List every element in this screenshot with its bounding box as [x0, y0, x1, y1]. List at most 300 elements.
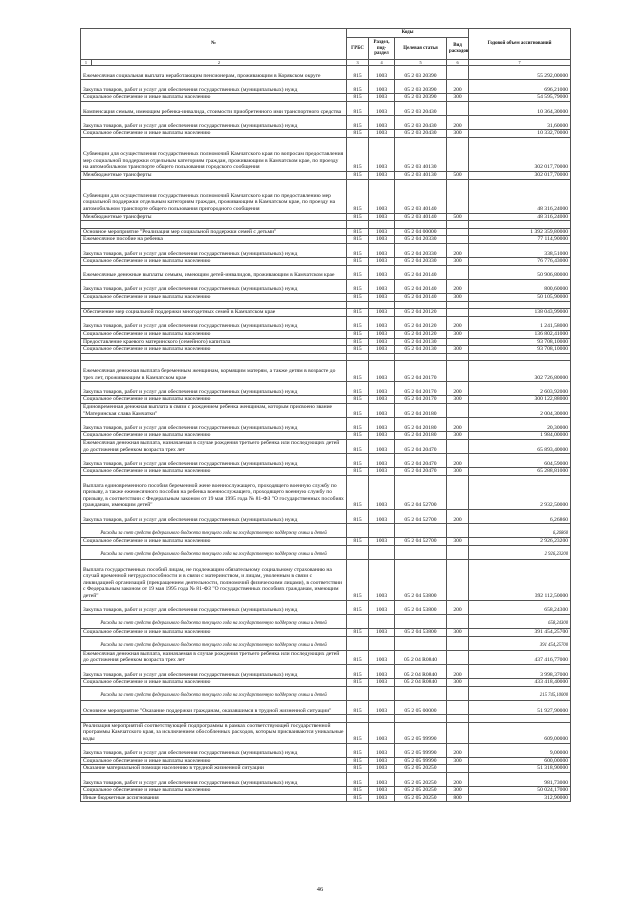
- cell-name: Закупка товаров, работ и услуг для обеспечения государственных (муниципальных) нужд: [81, 279, 347, 293]
- cell-target-article: 05 2 04 20140: [395, 279, 447, 293]
- cell-section: 1003: [369, 338, 395, 346]
- cell-annual-volume: 604,59000: [469, 454, 571, 468]
- cell-grbs: 815: [347, 130, 369, 138]
- table-row: [81, 228, 571, 236]
- cell-target-article: 05 2 05 20250: [395, 765, 447, 773]
- table-row: [81, 715, 571, 723]
- cell-name: Расходы за счет средств федерального бюджета текущего года на государственную поддержку семьи и детей: [81, 545, 347, 559]
- cell-target-article: 05 2 03 20390: [395, 66, 447, 80]
- cell-target-article: 05 2 04 R0840: [395, 650, 447, 664]
- cell-target-article: 05 2 04 20130: [395, 338, 447, 346]
- cell-grbs: [347, 636, 369, 650]
- cell-target-article: 05 2 05 20250: [395, 772, 447, 786]
- cell-annual-volume: 696,21000: [469, 80, 571, 94]
- cell-grbs: 815: [347, 396, 369, 404]
- cell-name: Расходы за счет средств федерального бюджета текущего года на государственную поддержку семьи и детей: [81, 614, 347, 628]
- cell-name: Закупка товаров, работ и услуг для обеспечения государственных (муниципальных) нужд: [81, 665, 347, 679]
- cell-grbs: 815: [347, 722, 369, 743]
- cell-name: Реализация мероприятий соответствующей подпрограммы в рамках соответствующей государственной программы Камчатского края, за исключением обособленных расходов, которым присваиваются уникальные коды: [81, 722, 347, 743]
- cell-section: 1003: [369, 700, 395, 714]
- cell-expense-type: [447, 715, 469, 723]
- table-row: [81, 765, 571, 773]
- cell-target-article: 05 2 04 52700: [395, 509, 447, 523]
- cell-annual-volume: 1 241,58000: [469, 316, 571, 330]
- cell-grbs: 815: [347, 243, 369, 257]
- cell-name: Закупка товаров, работ и услуг для обеспечения государственных (муниципальных) нужд: [81, 454, 347, 468]
- cell-name: Социальное обеспечение и иные выплаты населению: [81, 787, 347, 795]
- cell-annual-volume: 3 998,37000: [469, 665, 571, 679]
- cell-grbs: 815: [347, 538, 369, 546]
- note-row: [81, 545, 571, 559]
- cell-section: 1003: [369, 101, 395, 115]
- cell-expense-type: [447, 614, 469, 628]
- cell-grbs: 815: [347, 265, 369, 279]
- cell-section: [369, 686, 395, 700]
- cell-annual-volume: [469, 221, 571, 229]
- cell-grbs: 815: [347, 600, 369, 614]
- column-number: 4: [369, 60, 395, 66]
- cell-annual-volume: 31,60000: [469, 116, 571, 130]
- cell-annual-volume: 600,00000: [469, 757, 571, 765]
- cell-annual-volume: 54 595,79000: [469, 94, 571, 102]
- header-number: №: [81, 29, 347, 60]
- cell-section: 1003: [369, 743, 395, 757]
- cell-target-article: 05 2 04 20330: [395, 258, 447, 266]
- cell-annual-volume: 437 416,77000: [469, 650, 571, 664]
- cell-grbs: 815: [347, 679, 369, 687]
- cell-section: 1003: [369, 679, 395, 687]
- cell-name: Закупка товаров, работ и услуг для обеспечения государственных (муниципальных) нужд: [81, 116, 347, 130]
- cell-expense-type: 300: [447, 294, 469, 302]
- cell-target-article: 05 2 04 20330: [395, 243, 447, 257]
- cell-target-article: 05 2 04 20170: [395, 382, 447, 396]
- cell-section: [369, 221, 395, 229]
- cell-expense-type: [447, 439, 469, 453]
- cell-target-article: [395, 524, 447, 538]
- cell-target-article: 05 2 04 R0840: [395, 665, 447, 679]
- cell-name: Ежемесячная денежная выплата беременным женщинам, кормящим матерям, а также детям в возрасте до трех лет, проживающим в Камчатском крае: [81, 361, 347, 382]
- cell-section: 1003: [369, 316, 395, 330]
- cell-expense-type: [447, 301, 469, 309]
- cell-target-article: 05 2 04 53800: [395, 629, 447, 637]
- cell-annual-volume: 433 418,40000: [469, 679, 571, 687]
- cell-name: Оказание материальной помощи населению в трудной жизненной ситуации: [81, 765, 347, 773]
- table-row: [81, 94, 571, 102]
- table-row: [81, 722, 571, 743]
- cell-section: 1003: [369, 137, 395, 171]
- cell-target-article: 05 2 04 20180: [395, 418, 447, 432]
- cell-name: Закупка товаров, работ и услуг для обеспечения государственных (муниципальных) нужд: [81, 80, 347, 94]
- cell-grbs: 815: [347, 279, 369, 293]
- cell-name: Социальное обеспечение и иные выплаты населению: [81, 258, 347, 266]
- cell-expense-type: [447, 309, 469, 317]
- cell-target-article: 05 2 03 20430: [395, 130, 447, 138]
- cell-grbs: 815: [347, 66, 369, 80]
- cell-grbs: 815: [347, 509, 369, 523]
- cell-annual-volume: 338,51000: [469, 243, 571, 257]
- cell-section: [369, 545, 395, 559]
- cell-grbs: 815: [347, 137, 369, 171]
- cell-target-article: 05 2 03 40130: [395, 137, 447, 171]
- cell-name: Основное мероприятие "Реализация мер социальной поддержки семей с детьми": [81, 228, 347, 236]
- table-row: [81, 101, 571, 115]
- cell-grbs: 815: [347, 700, 369, 714]
- cell-grbs: 815: [347, 316, 369, 330]
- cell-name: Межбюджетные трансферты: [81, 213, 347, 221]
- table-row: [81, 787, 571, 795]
- table-row: [81, 353, 571, 361]
- cell-grbs: [347, 686, 369, 700]
- cell-target-article: 05 2 03 40140: [395, 213, 447, 221]
- cell-target-article: 05 2 03 20390: [395, 94, 447, 102]
- cell-target-article: 05 2 04 20130: [395, 346, 447, 354]
- cell-annual-volume: 93 708,10000: [469, 338, 571, 346]
- cell-expense-type: 300: [447, 346, 469, 354]
- cell-grbs: 815: [347, 665, 369, 679]
- table-row: [81, 66, 571, 80]
- cell-expense-type: 300: [447, 629, 469, 637]
- cell-section: 1003: [369, 468, 395, 476]
- table-body: [81, 66, 571, 802]
- budget-table: [80, 28, 571, 802]
- cell-section: 1003: [369, 418, 395, 432]
- cell-expense-type: 200: [447, 772, 469, 786]
- header-expense-type: Вид расходов: [447, 38, 469, 60]
- cell-grbs: [347, 614, 369, 628]
- cell-section: 1003: [369, 213, 395, 221]
- cell-target-article: 05 2 04 R0840: [395, 679, 447, 687]
- table-row: [81, 331, 571, 339]
- cell-name: Обеспечение мер социальной поддержки многодетных семей в Камчатском крае: [81, 309, 347, 317]
- header-target-article: Целевая статья: [395, 38, 447, 60]
- cell-expense-type: [447, 101, 469, 115]
- cell-expense-type: [447, 560, 469, 601]
- cell-grbs: 815: [347, 418, 369, 432]
- cell-name: Закупка товаров, работ и услуг для обеспечения государственных (муниципальных) нужд: [81, 600, 347, 614]
- cell-annual-volume: 76 776,43000: [469, 258, 571, 266]
- cell-section: 1003: [369, 265, 395, 279]
- cell-section: 1003: [369, 382, 395, 396]
- cell-expense-type: [447, 700, 469, 714]
- cell-annual-volume: 391 454,25700: [469, 636, 571, 650]
- cell-section: 1003: [369, 432, 395, 440]
- table-row: [81, 538, 571, 546]
- cell-target-article: 05 2 04 20120: [395, 316, 447, 330]
- cell-target-article: 05 2 04 20180: [395, 432, 447, 440]
- cell-expense-type: [447, 353, 469, 361]
- cell-section: 1003: [369, 629, 395, 637]
- table-row: [81, 236, 571, 244]
- cell-target-article: 05 2 05 20250: [395, 787, 447, 795]
- cell-name: Социальное обеспечение и иные выплаты населению: [81, 629, 347, 637]
- cell-expense-type: 500: [447, 213, 469, 221]
- cell-expense-type: [447, 265, 469, 279]
- cell-grbs: 815: [347, 258, 369, 266]
- cell-grbs: 815: [347, 765, 369, 773]
- cell-expense-type: 200: [447, 600, 469, 614]
- cell-name: Закупка товаров, работ и услуг для обеспечения государственных (муниципальных) нужд: [81, 509, 347, 523]
- cell-target-article: 05 2 04 20140: [395, 265, 447, 279]
- cell-annual-volume: 302 017,70000: [469, 171, 571, 179]
- cell-annual-volume: 658,24300: [469, 614, 571, 628]
- cell-target-article: [395, 686, 447, 700]
- note-row: [81, 524, 571, 538]
- cell-grbs: 815: [347, 80, 369, 94]
- cell-name: Социальное обеспечение и иные выплаты населению: [81, 679, 347, 687]
- cell-name: Закупка товаров, работ и услуг для обеспечения государственных (муниципальных) нужд: [81, 316, 347, 330]
- header-grbs: ГРБС: [347, 38, 369, 60]
- cell-grbs: 815: [347, 743, 369, 757]
- table-header: [81, 29, 571, 66]
- cell-grbs: 815: [347, 382, 369, 396]
- cell-name: [81, 221, 347, 229]
- table-row: [81, 179, 571, 213]
- cell-target-article: 05 2 04 20470: [395, 454, 447, 468]
- cell-section: 1003: [369, 396, 395, 404]
- cell-section: 1003: [369, 94, 395, 102]
- cell-target-article: 05 2 04 20470: [395, 439, 447, 453]
- cell-grbs: [347, 353, 369, 361]
- cell-name: Компенсация семьям, имеющим ребенка-инвалида, стоимости приобретенного ими транспортного средства: [81, 101, 347, 115]
- table-row: [81, 600, 571, 614]
- cell-expense-type: 200: [447, 316, 469, 330]
- cell-section: 1003: [369, 331, 395, 339]
- table-row: [81, 279, 571, 293]
- cell-section: 1003: [369, 665, 395, 679]
- table-row: [81, 475, 571, 509]
- table-row: [81, 361, 571, 382]
- cell-annual-volume: [469, 353, 571, 361]
- cell-annual-volume: 2 004,30000: [469, 403, 571, 417]
- cell-target-article: 05 2 04 53800: [395, 600, 447, 614]
- table-row: [81, 743, 571, 757]
- cell-expense-type: [447, 650, 469, 664]
- table-row: [81, 80, 571, 94]
- cell-section: 1003: [369, 722, 395, 743]
- cell-annual-volume: 312,90000: [469, 794, 571, 802]
- cell-section: 1003: [369, 787, 395, 795]
- cell-target-article: 05 2 04 52700: [395, 475, 447, 509]
- table-row: [81, 629, 571, 637]
- cell-grbs: 815: [347, 346, 369, 354]
- cell-name: Социальное обеспечение и иные выплаты населению: [81, 432, 347, 440]
- cell-name: Ежемесячная социальная выплата неработающим пенсионерам, проживающим в Корякском округе: [81, 66, 347, 80]
- cell-expense-type: 300: [447, 757, 469, 765]
- cell-expense-type: 300: [447, 538, 469, 546]
- cell-grbs: [347, 301, 369, 309]
- cell-section: [369, 301, 395, 309]
- cell-annual-volume: 2 603,92000: [469, 382, 571, 396]
- cell-expense-type: [447, 765, 469, 773]
- cell-grbs: [347, 715, 369, 723]
- cell-expense-type: 300: [447, 130, 469, 138]
- table-row: [81, 560, 571, 601]
- cell-section: 1003: [369, 309, 395, 317]
- cell-section: 1003: [369, 538, 395, 546]
- cell-expense-type: [447, 179, 469, 213]
- cell-section: 1003: [369, 361, 395, 382]
- table-row: [81, 316, 571, 330]
- cell-target-article: 05 2 04 20120: [395, 309, 447, 317]
- cell-annual-volume: 50 105,90000: [469, 294, 571, 302]
- cell-target-article: 05 2 03 20430: [395, 116, 447, 130]
- cell-section: [369, 614, 395, 628]
- cell-target-article: 05 2 05 00000: [395, 700, 447, 714]
- column-number: 2: [92, 60, 347, 66]
- cell-section: [369, 353, 395, 361]
- table-row: [81, 757, 571, 765]
- cell-expense-type: 300: [447, 787, 469, 795]
- cell-annual-volume: 138 043,99000: [469, 309, 571, 317]
- cell-expense-type: 200: [447, 665, 469, 679]
- cell-section: 1003: [369, 130, 395, 138]
- cell-target-article: [395, 301, 447, 309]
- cell-name: Субвенции для осуществления государственных полномочий Камчатского края по вопросам предоставления мер социальной поддержки отдельным категориям граждан, проживающим в Камчатском крае, по проезду на автомобильном транспорте общего пользования городского сообщения: [81, 137, 347, 171]
- cell-name: Закупка товаров, работ и услуг для обеспечения государственных (муниципальных) нужд: [81, 382, 347, 396]
- cell-name: Предоставление краевого материнского (семейного) капитала: [81, 338, 347, 346]
- cell-target-article: 05 2 03 20390: [395, 80, 447, 94]
- cell-expense-type: 300: [447, 331, 469, 339]
- cell-grbs: 815: [347, 331, 369, 339]
- cell-target-article: 05 2 03 40140: [395, 179, 447, 213]
- cell-annual-volume: 2 926,23200: [469, 538, 571, 546]
- cell-section: [369, 636, 395, 650]
- cell-section: 1003: [369, 228, 395, 236]
- cell-name: Основное мероприятие "Оказание поддержки гражданам, оказавшимся в трудной жизненной ситуации": [81, 700, 347, 714]
- cell-name: Социальное обеспечение и иные выплаты населению: [81, 757, 347, 765]
- cell-grbs: 815: [347, 116, 369, 130]
- cell-target-article: 05 2 04 20470: [395, 468, 447, 476]
- cell-annual-volume: [469, 715, 571, 723]
- cell-name: Ежемесячное пособие на ребенка: [81, 236, 347, 244]
- cell-section: 1003: [369, 650, 395, 664]
- table-row: [81, 243, 571, 257]
- cell-expense-type: 500: [447, 171, 469, 179]
- cell-annual-volume: 215 745,10000: [469, 686, 571, 700]
- cell-annual-volume: 800,60000: [469, 279, 571, 293]
- cell-annual-volume: 981,73000: [469, 772, 571, 786]
- cell-grbs: 815: [347, 361, 369, 382]
- cell-annual-volume: 6,26860: [469, 509, 571, 523]
- column-number: 3: [347, 60, 369, 66]
- cell-section: 1003: [369, 794, 395, 802]
- cell-annual-volume: 20,30000: [469, 418, 571, 432]
- cell-annual-volume: 609,00000: [469, 722, 571, 743]
- cell-expense-type: [447, 236, 469, 244]
- table-row: [81, 650, 571, 664]
- cell-name: Социальное обеспечение и иные выплаты населению: [81, 94, 347, 102]
- table-row: [81, 301, 571, 309]
- note-row: [81, 614, 571, 628]
- cell-annual-volume: 1 984,00000: [469, 432, 571, 440]
- cell-expense-type: 300: [447, 94, 469, 102]
- cell-annual-volume: 136 802,41000: [469, 331, 571, 339]
- cell-grbs: 815: [347, 294, 369, 302]
- cell-expense-type: 800: [447, 794, 469, 802]
- cell-annual-volume: 50 024,17000: [469, 787, 571, 795]
- cell-expense-type: 200: [447, 382, 469, 396]
- cell-expense-type: [447, 475, 469, 509]
- cell-grbs: 815: [347, 650, 369, 664]
- table-row: [81, 265, 571, 279]
- cell-section: 1003: [369, 600, 395, 614]
- column-number: 6: [447, 60, 469, 66]
- cell-expense-type: 300: [447, 468, 469, 476]
- cell-target-article: [395, 353, 447, 361]
- cell-annual-volume: 391 454,25700: [469, 629, 571, 637]
- cell-annual-volume: 10 332,70000: [469, 130, 571, 138]
- table-row: [81, 258, 571, 266]
- cell-section: 1003: [369, 179, 395, 213]
- cell-expense-type: 300: [447, 432, 469, 440]
- cell-name: Закупка товаров, работ и услуг для обеспечения государственных (муниципальных) нужд: [81, 243, 347, 257]
- cell-target-article: 05 2 04 53800: [395, 560, 447, 601]
- cell-target-article: 05 2 04 20180: [395, 403, 447, 417]
- cell-expense-type: [447, 66, 469, 80]
- cell-section: [369, 524, 395, 538]
- cell-annual-volume: 6,26860: [469, 524, 571, 538]
- cell-annual-volume: 2 926,23200: [469, 545, 571, 559]
- table-row: [81, 439, 571, 453]
- cell-name: Закупка товаров, работ и услуг для обеспечения государственных (муниципальных) нужд: [81, 418, 347, 432]
- cell-grbs: [347, 545, 369, 559]
- cell-name: Ежемесячные денежные выплаты семьям, имеющим детей-инвалидов, проживающим в Камчатском крае: [81, 265, 347, 279]
- column-number: 7: [469, 60, 571, 66]
- cell-name: Социальное обеспечение и иные выплаты населению: [81, 468, 347, 476]
- cell-target-article: 05 2 04 20170: [395, 396, 447, 404]
- cell-annual-volume: 392 112,50000: [469, 560, 571, 601]
- cell-name: Социальное обеспечение и иные выплаты населению: [81, 331, 347, 339]
- cell-name: Социальное обеспечение и иные выплаты населению: [81, 130, 347, 138]
- cell-grbs: 815: [347, 629, 369, 637]
- cell-annual-volume: 65 893,40000: [469, 439, 571, 453]
- cell-annual-volume: 302 017,70000: [469, 137, 571, 171]
- cell-target-article: 05 2 04 20120: [395, 331, 447, 339]
- cell-target-article: 05 2 04 20170: [395, 361, 447, 382]
- table-row: [81, 403, 571, 417]
- cell-grbs: 815: [347, 171, 369, 179]
- cell-expense-type: [447, 338, 469, 346]
- cell-grbs: 815: [347, 403, 369, 417]
- cell-grbs: 815: [347, 794, 369, 802]
- cell-section: 1003: [369, 765, 395, 773]
- cell-grbs: 815: [347, 772, 369, 786]
- cell-annual-volume: 77 114,90000: [469, 236, 571, 244]
- cell-target-article: 05 2 05 99990: [395, 722, 447, 743]
- cell-section: 1003: [369, 171, 395, 179]
- cell-target-article: 05 2 05 99990: [395, 757, 447, 765]
- table-row: [81, 454, 571, 468]
- cell-expense-type: 200: [447, 454, 469, 468]
- cell-name: Межбюджетные трансферты: [81, 171, 347, 179]
- cell-grbs: 815: [347, 179, 369, 213]
- table-row: [81, 137, 571, 171]
- cell-expense-type: 200: [447, 418, 469, 432]
- cell-expense-type: 200: [447, 509, 469, 523]
- cell-annual-volume: 658,24300: [469, 600, 571, 614]
- cell-name: Закупка товаров, работ и услуг для обеспечения государственных (муниципальных) нужд: [81, 743, 347, 757]
- cell-target-article: 05 2 04 52700: [395, 538, 447, 546]
- column-number: 5: [395, 60, 447, 66]
- cell-annual-volume: 2 932,50000: [469, 475, 571, 509]
- cell-annual-volume: 1 392 359,80000: [469, 228, 571, 236]
- cell-expense-type: [447, 228, 469, 236]
- cell-expense-type: [447, 636, 469, 650]
- cell-expense-type: 200: [447, 279, 469, 293]
- table-row: [81, 171, 571, 179]
- table-row: [81, 346, 571, 354]
- cell-annual-volume: 302 726,80000: [469, 361, 571, 382]
